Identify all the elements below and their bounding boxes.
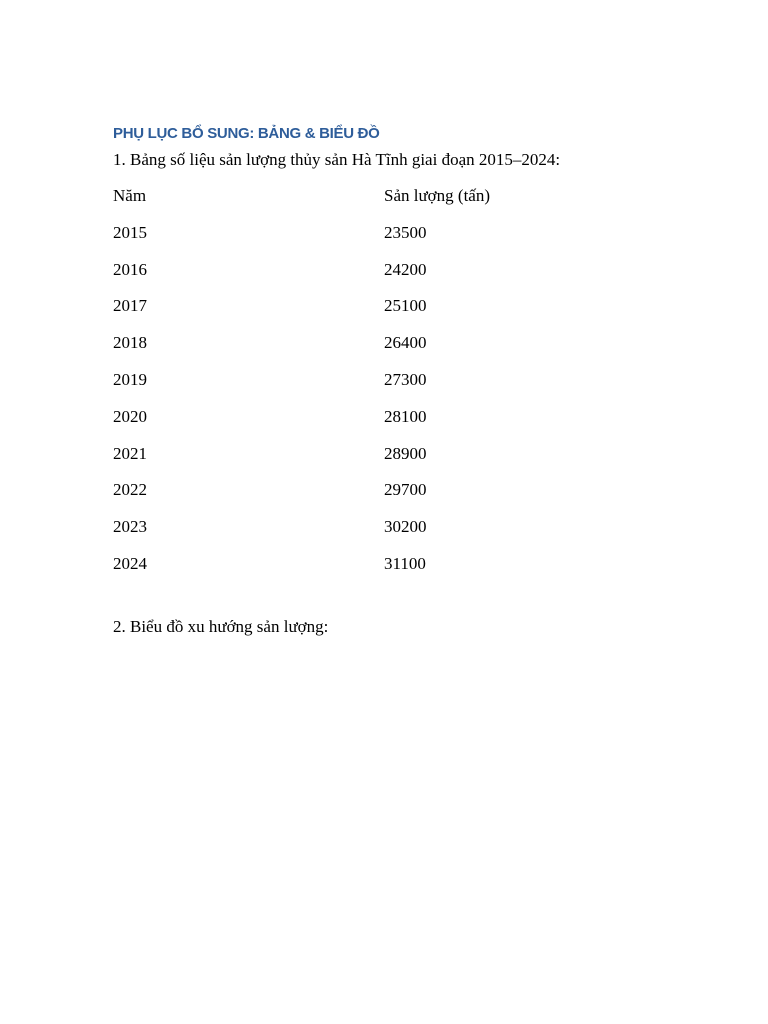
year-cell: 2024 (113, 553, 147, 573)
production-cell: 25100 (384, 296, 427, 316)
production-cell: 24200 (384, 259, 427, 279)
production-cell: 29700 (384, 480, 427, 500)
year-cell: 2021 (113, 443, 147, 463)
table-row (113, 480, 633, 517)
production-cell: 27300 (384, 369, 427, 389)
year-cell: 2017 (113, 296, 147, 316)
header-year: Năm (113, 186, 147, 205)
header-production: Sản lượng (tấn) (384, 186, 491, 205)
production-cell: 30200 (384, 517, 427, 537)
table-row (113, 333, 633, 370)
year-cell: 2015 (113, 222, 147, 242)
table-row (113, 370, 633, 407)
year-cell: 2020 (113, 406, 147, 426)
section1-title: 1. Bảng số liệu sản lượng thủy sản Hà Tĩnh giai đoạn 2015–2024: (113, 150, 561, 169)
year-cell: 2022 (113, 480, 147, 500)
section2-title: 2. Biểu đồ xu hướng sản lượng: (113, 617, 329, 636)
table-row (113, 296, 633, 333)
table-row (113, 444, 633, 481)
production-cell: 31100 (384, 553, 426, 573)
table-row (113, 407, 633, 444)
table-row (113, 517, 633, 554)
year-cell: 2023 (113, 517, 147, 537)
production-cell: 26400 (384, 333, 427, 353)
year-cell: 2016 (113, 259, 147, 279)
year-cell: 2018 (113, 333, 147, 353)
table-row (113, 260, 633, 297)
table-row (113, 554, 633, 591)
production-cell: 28900 (384, 443, 427, 463)
production-table (113, 186, 633, 591)
production-cell: 23500 (384, 222, 427, 242)
production-cell: 28100 (384, 406, 427, 426)
appendix-heading: PHỤ LỤC BỔ SUNG: BẢNG & BIỂU ĐỒ (113, 125, 380, 142)
table-row (113, 223, 633, 260)
table-header-row (113, 186, 633, 223)
year-cell: 2019 (113, 369, 147, 389)
